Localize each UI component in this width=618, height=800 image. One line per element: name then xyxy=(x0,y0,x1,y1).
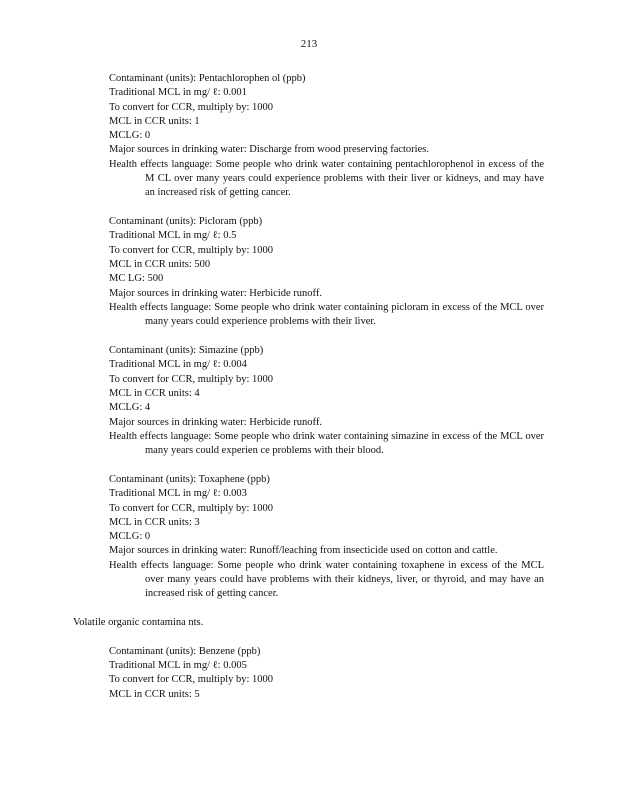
contaminant-name: Contaminant (units): Pentachlorophen ol (ppb) xyxy=(109,73,306,84)
traditional-mcl: Traditional MCL in mg/ ℓ: 0.005 xyxy=(109,660,247,672)
contaminant-entry-pentachlorophenol xyxy=(109,72,544,201)
conversion-factor: To convert for CCR, multiply by: 1000 xyxy=(109,502,274,514)
section-heading: Volatile organic contamina nts. xyxy=(73,617,204,629)
traditional-mcl: Traditional MCL in mg/ ℓ: 0.5 xyxy=(109,230,237,242)
conversion-factor: To convert for CCR, multiply by: 1000 xyxy=(109,244,274,256)
mcl-ccr-units: MCL in CCR units: 500 xyxy=(109,259,211,271)
document-body xyxy=(0,72,618,717)
traditional-mcl: Traditional MCL in mg/ ℓ: 0.003 xyxy=(109,488,247,500)
page-number: 213 xyxy=(300,38,318,50)
mcl-ccr-units: MCL in CCR units: 5 xyxy=(109,688,200,700)
health-effects: Health effects language: Some people who drink water containing picloram in excess of the MCL over many years could experience problems with their liver. xyxy=(109,301,544,328)
conversion-factor: To convert for CCR, multiply by: 1000 xyxy=(109,674,274,686)
conversion-factor: To convert for CCR, multiply by: 1000 xyxy=(109,373,274,385)
contaminant-name: Contaminant (units): Picloram (ppb) xyxy=(109,216,263,228)
mclg: MCLG: 0 xyxy=(109,130,151,142)
health-effects: Health effects language: Some people who drink water containing pentachlorophenol in excess of the M CL over many years could experience problems with their liver or kidneys, and may have an increased risk of getting cancer. xyxy=(109,158,544,199)
health-effects: Health effects language: Some people who drink water containing toxaphene in excess of the MCL over many years could have problems with their kidneys, liver, or thyroid, and may have an increased risk of getting cancer. xyxy=(109,559,544,600)
major-sources: Major sources in drinking water: Herbicide runoff. xyxy=(109,287,322,299)
contaminant-entry-benzene xyxy=(109,645,544,702)
mclg: MCLG: 4 xyxy=(109,402,151,414)
contaminant-name: Contaminant (units): Simazine (ppb) xyxy=(109,345,264,357)
major-sources: Major sources in drinking water: Herbicide runoff. xyxy=(109,416,322,428)
mclg: MC LG: 500 xyxy=(109,273,164,285)
contaminant-entry-toxaphene xyxy=(109,473,544,602)
traditional-mcl: Traditional MCL in mg/ ℓ: 0.004 xyxy=(109,359,247,371)
mclg: MCLG: 0 xyxy=(109,531,151,543)
traditional-mcl: Traditional MCL in mg/ ℓ: 0.001 xyxy=(109,87,247,99)
mcl-ccr-units: MCL in CCR units: 3 xyxy=(109,516,200,528)
conversion-factor: To convert for CCR, multiply by: 1000 xyxy=(109,101,274,113)
major-sources: Major sources in drinking water: Discharge from wood preserving factories. xyxy=(109,144,429,156)
major-sources: Major sources in drinking water: Runoff/leaching from insecticide used on cotton and cattle. xyxy=(109,545,498,557)
contaminant-entry-picloram xyxy=(109,215,544,329)
contaminant-name: Contaminant (units): Benzene (ppb) xyxy=(109,645,261,657)
contaminant-entry-simazine xyxy=(109,344,544,458)
contaminant-name: Contaminant (units): Toxaphene (ppb) xyxy=(109,473,270,485)
mcl-ccr-units: MCL in CCR units: 4 xyxy=(109,387,200,399)
mcl-ccr-units: MCL in CCR units: 1 xyxy=(109,115,200,127)
health-effects: Health effects language: Some people who drink water containing simazine in excess of the MCL over many years could experien ce problems with their blood. xyxy=(109,430,544,457)
